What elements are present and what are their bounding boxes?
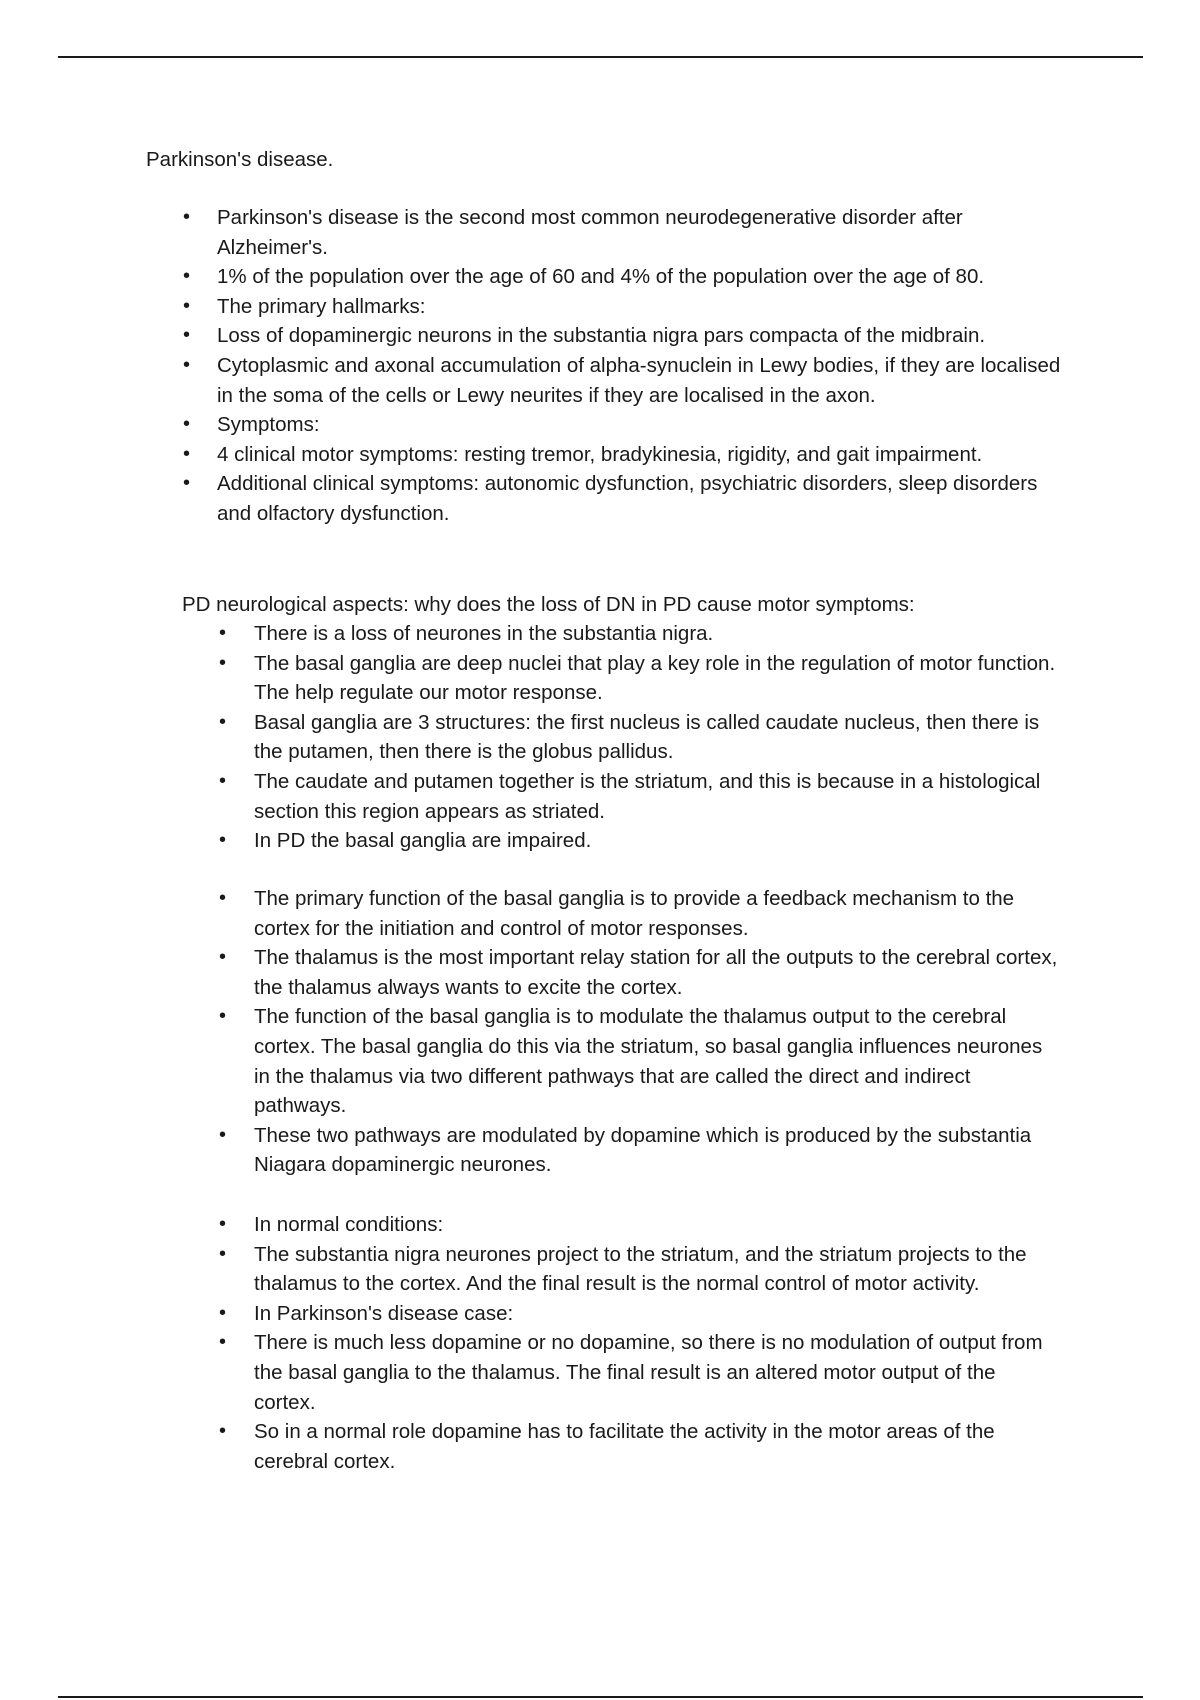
- list-item: • The basal ganglia are deep nuclei that play a key role in the regulation of motor function. The help regulate our motor response.: [254, 649, 1062, 708]
- conditions-bullet-list: [254, 1210, 1062, 1476]
- document-title: Parkinson's disease.: [146, 148, 334, 171]
- list-item: • So in a normal role dopamine has to facilitate the activity in the motor areas of the cerebral cortex.: [254, 1417, 1062, 1476]
- list-item: • The primary function of the basal ganglia is to provide a feedback mechanism to the cortex for the initiation and control of motor responses.: [254, 884, 1062, 943]
- list-item: • The primary hallmarks:: [217, 292, 1062, 322]
- list-item: • The substantia nigra neurones project to the striatum, and the striatum projects to the thalamus to the cortex. And the final result is the normal control of motor activity.: [254, 1240, 1062, 1299]
- list-item: • Parkinson's disease is the second most common neurodegenerative disorder after Alzheimer's.: [217, 203, 1062, 262]
- list-item: • The thalamus is the most important relay station for all the outputs to the cerebral cortex, the thalamus always wants to excite the cortex.: [254, 943, 1062, 1002]
- list-item: • In normal conditions:: [254, 1210, 1062, 1240]
- list-item: • Additional clinical symptoms: autonomic dysfunction, psychiatric disorders, sleep disorders and olfactory dysfunction.: [217, 469, 1062, 528]
- list-item: • Symptoms:: [217, 410, 1062, 440]
- list-item: • 4 clinical motor symptoms: resting tremor, bradykinesia, rigidity, and gait impairment.: [217, 440, 1062, 470]
- list-item: • The function of the basal ganglia is to modulate the thalamus output to the cerebral cortex. The basal ganglia do this via the striatum, so basal ganglia influences neurones in the thalamus via two different pathways that are called the direct and indirect pathways.: [254, 1002, 1062, 1120]
- list-item: • These two pathways are modulated by dopamine which is produced by the substantia Niagara dopaminergic neurones.: [254, 1121, 1062, 1180]
- pathways-bullet-list: [254, 884, 1062, 1180]
- list-item: • Basal ganglia are 3 structures: the first nucleus is called caudate nucleus, then there is the putamen, then there is the globus pallidus.: [254, 708, 1062, 767]
- list-item: • Cytoplasmic and axonal accumulation of alpha-synuclein in Lewy bodies, if they are localised in the soma of the cells or Lewy neurites if they are localised in the axon.: [217, 351, 1062, 410]
- footer-rule: [58, 1696, 1143, 1698]
- list-item: • 1% of the population over the age of 60 and 4% of the population over the age of 80.: [217, 262, 1062, 292]
- list-item: • In Parkinson's disease case:: [254, 1299, 1062, 1329]
- list-item: • Loss of dopaminergic neurons in the substantia nigra pars compacta of the midbrain.: [217, 321, 1062, 351]
- list-item: • There is a loss of neurones in the substantia nigra.: [254, 619, 1062, 649]
- list-item: • In PD the basal ganglia are impaired.: [254, 826, 1062, 856]
- list-item: • The caudate and putamen together is the striatum, and this is because in a histological section this region appears as striated.: [254, 767, 1062, 826]
- list-item: • There is much less dopamine or no dopamine, so there is no modulation of output from the basal ganglia to the thalamus. The final result is an altered motor output of the cortex.: [254, 1328, 1062, 1417]
- header-rule: [58, 56, 1143, 58]
- basal-ganglia-bullet-list: [254, 619, 1062, 856]
- intro-bullet-list: [217, 203, 1062, 529]
- section-heading: PD neurological aspects: why does the loss of DN in PD cause motor symptoms:: [182, 593, 915, 616]
